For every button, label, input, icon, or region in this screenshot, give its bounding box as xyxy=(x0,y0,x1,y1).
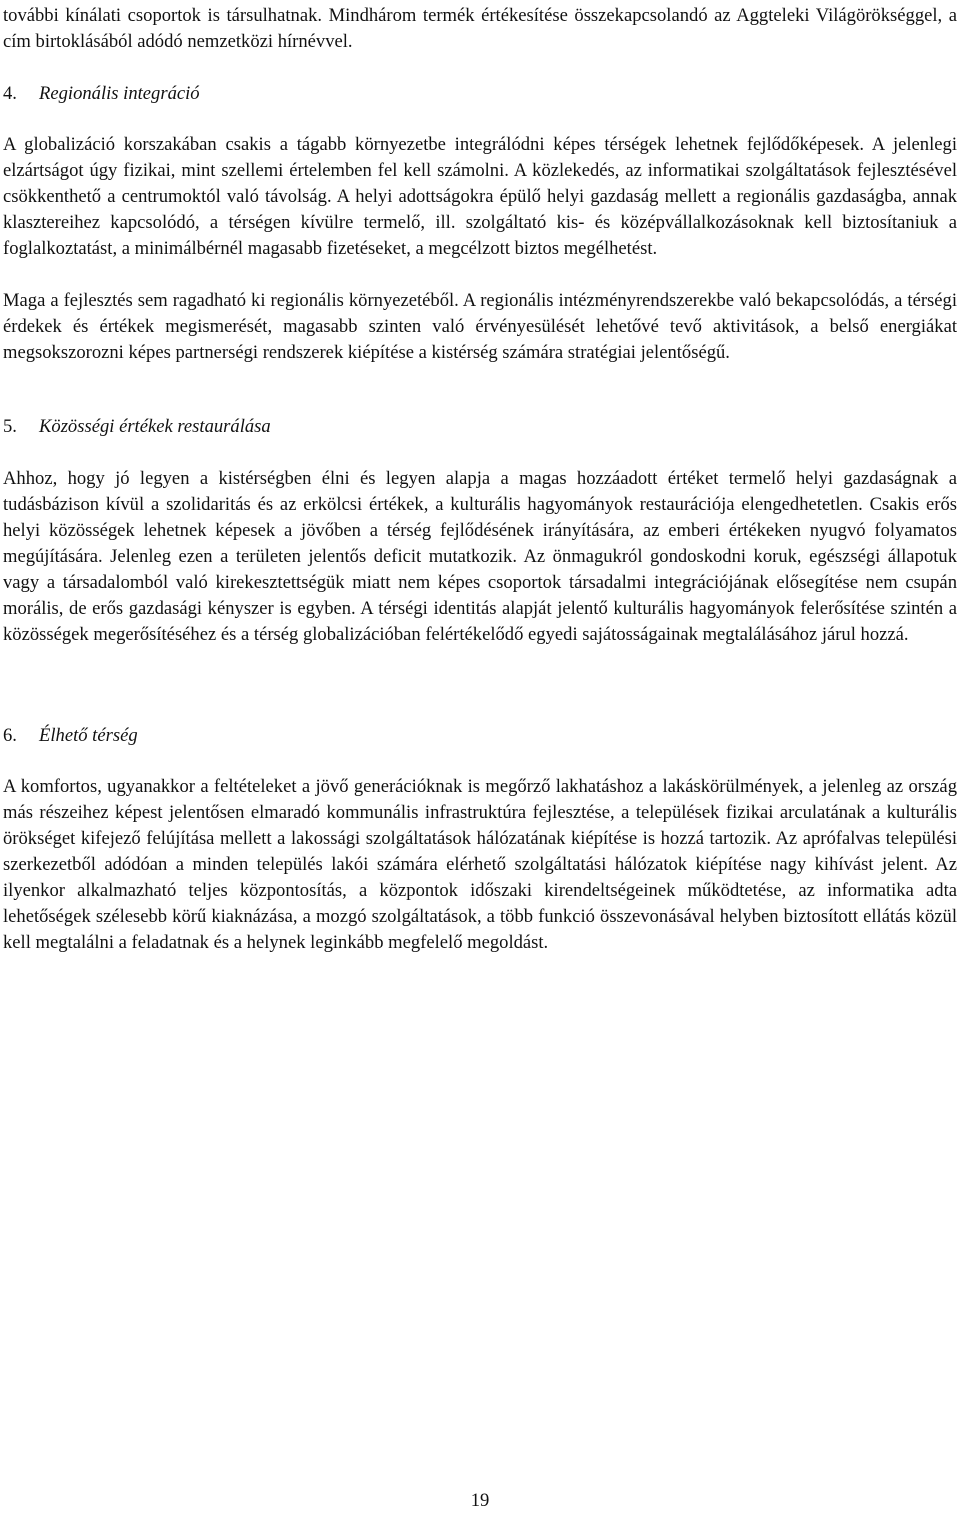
page-number: 19 xyxy=(470,1490,490,1511)
section-heading-6 xyxy=(3,723,138,749)
section-heading-4 xyxy=(3,81,200,107)
section-title: Élhető térség xyxy=(39,725,138,746)
section-title: Regionális integráció xyxy=(39,83,200,104)
section-6-paragraph-1: A komfortos, ugyanakkor a feltételeket a jövő generációknak is megőrző lakhatáshoz a lakáskörülmények, a jelenleg az ország más részeihez képest jelentősen elmaradó kommunális infrastruktúra fejlesztése, a települések fizikai arculatának a kulturális örökséget kifejező felújítása mellett a lakossági szolgáltatások hálózatának kiépítése is hozzá tartozik. Az aprófalvas települési szerkezetből adódóan a minden település lakói számára elérhető szolgáltatási hálózatok kiépítése nagy kihívást jelent. Az ilyenkor alkalmazható teljes központosítás, a központok időszaki kirendeltségeinek működtetése, az informatika adta lehetőségek szélesebb körű kiaknázása, a mozgó szolgáltatások, a több funkció összevonásával helyben biztosított ellátás közül kell megtalálni a feladatnak és a helynek leginkább megfelelő megoldást. xyxy=(3,776,957,953)
section-title: Közösségi értékek restaurálása xyxy=(39,416,271,437)
section-5-paragraph-1: Ahhoz, hogy jó legyen a kistérségben élni és legyen alapja a magas hozzáadott értéket termelő helyi gazdaságnak a tudásbázison kívül a szolidaritás és az erkölcsi értékek, a kulturális hagyományok restaurációja elengedhetetlen. Csakis erős helyi közösségek lehetnek képesek a jövőben a térség fejlődésének irányítására, az emberi értékeken nyugvó folyamatos megújítására. Jelenleg ezen a területen jelentős deficit mutatkozik. Az önmagukról gondoskodni koruk, egészségi állapotuk vagy a társadalomból való kirekesztettségük miatt nem képes csoportok társadalmi integrációjának elősegítése nem csupán morális, de erős gazdasági kényszer is egyben. A térségi identitás alapját jelentő kulturális hagyományok felerősítése szintén a közösségek megerősítéséhez és a térség globalizációban felértékelődő egyedi sajátosságainak megtalálásához járul hozzá. xyxy=(3,468,957,645)
section-number: 5. xyxy=(3,416,17,437)
section-4-paragraph-1: A globalizáció korszakában csakis a tágabb környezetbe integrálódni képes térségek lehetnek fejlődőképesek. A jelenlegi elzártságot úgy fizikai, mint szellemi értelemben fel kell számolni. A közlekedés, az informatikai szolgáltatások fejlesztésével csökkenthető a centrumoktól való távolság. A helyi adottságokra épülő helyi gazdaság mellett a regionális gazdaságba, annak klasztereihez kapcsolódó, a térségen kívülre termelő, ill. szolgáltató kis- és középvállalkozásoknak kell biztosítaniuk a foglalkoztatást, a minimálbérnél magasabb fizetéseket, a megcélzott biztos megélhetést. xyxy=(3,134,957,259)
section-number: 4. xyxy=(3,83,17,104)
intro-paragraph: további kínálati csoportok is társulhatnak. Mindhárom termék értékesítése összekapcsolandó az Aggteleki Világörökséggel, a cím birtoklásából adódó nemzetközi hírnévvel. xyxy=(3,5,957,52)
section-number: 6. xyxy=(3,725,17,746)
section-heading-5 xyxy=(3,414,271,440)
section-4-paragraph-2: Maga a fejlesztés sem ragadható ki regionális környezetéből. A regionális intézményrendszerekbe való bekapcsolódás, a térségi érdekek és értékek megismerését, magasabb szinten való érvényesülését lehetővé tevő aktivitások, a belső energiákat megsokszorozni képes partnerségi rendszerek kiépítése a kistérség számára stratégiai jelentőségű. xyxy=(3,290,957,363)
